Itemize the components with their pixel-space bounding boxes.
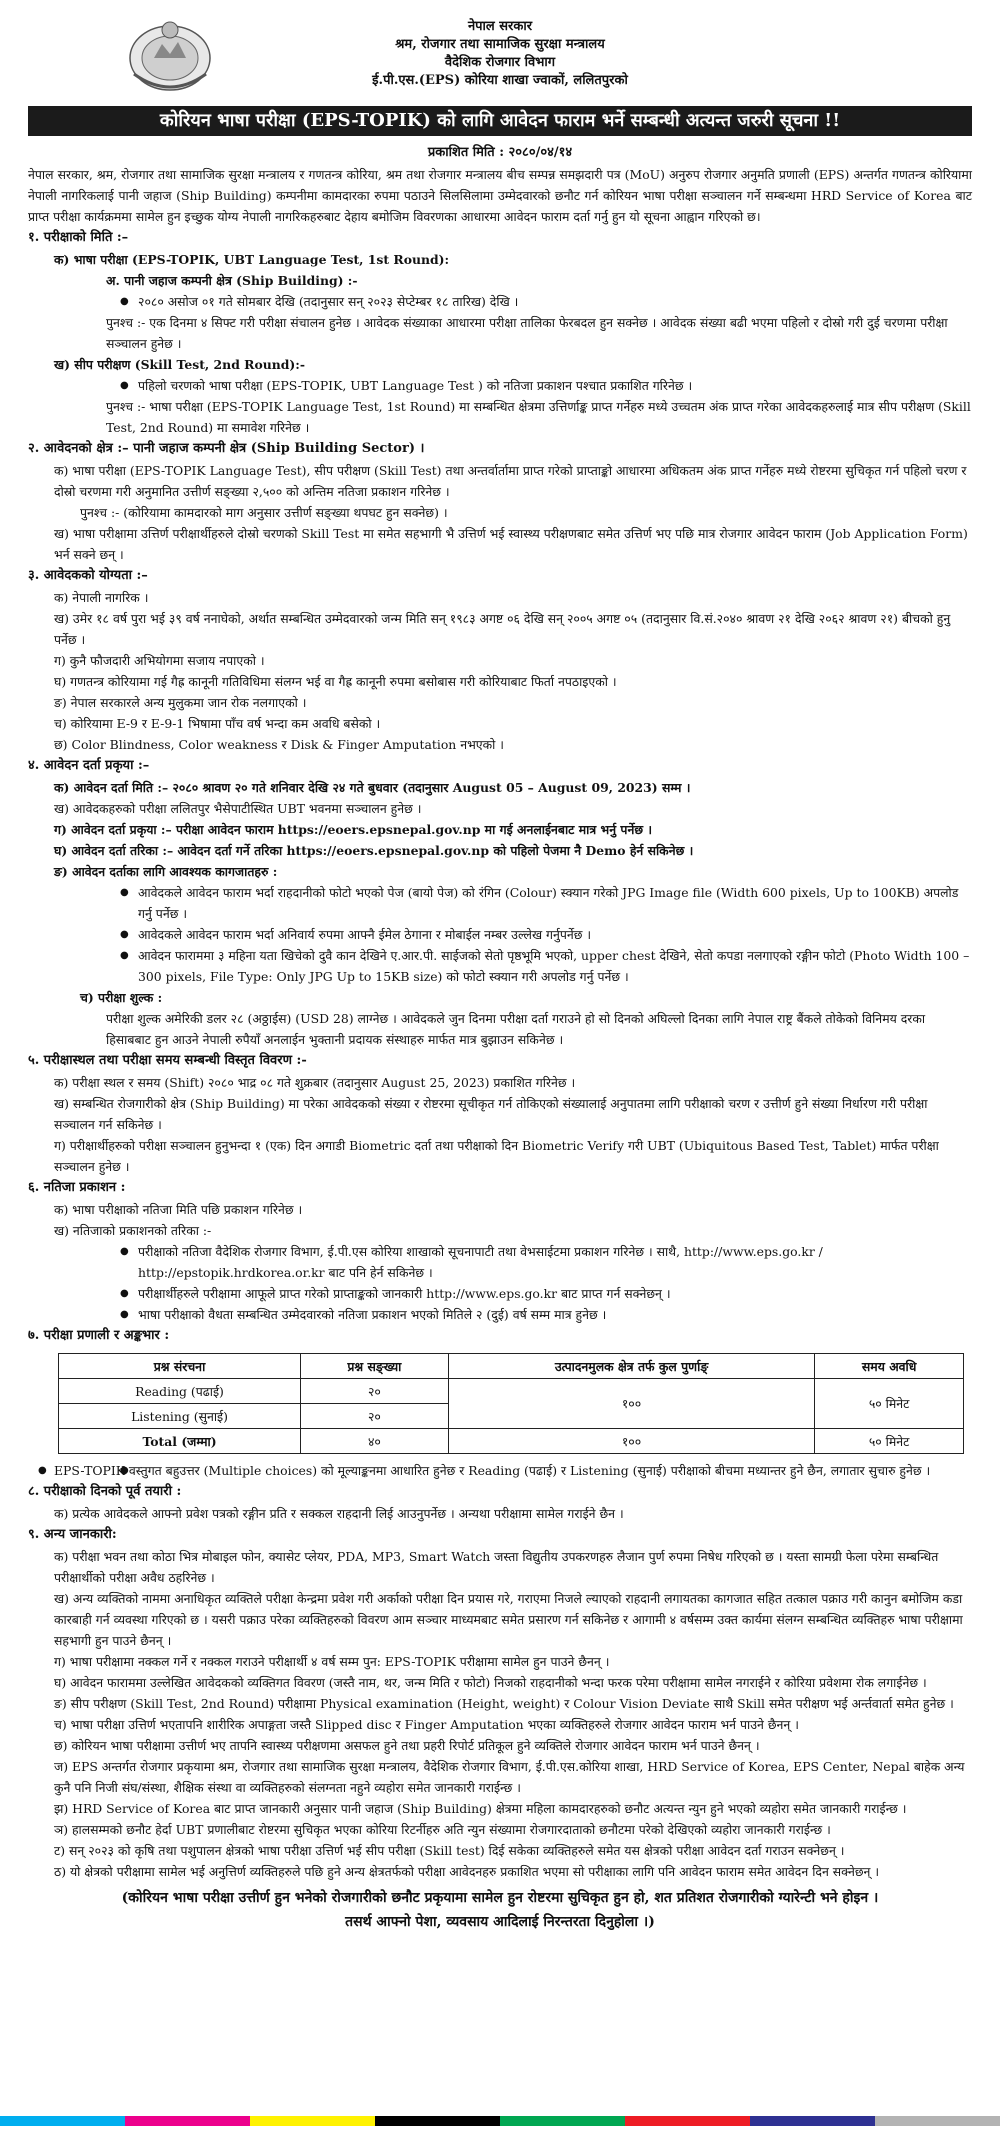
s5-kha: ख) सम्बन्धित रोजगारीको क्षेत्र (Ship Building) मा परेका आवेदकको संख्या र रोष्टरमा सूचीकृत गर्न तोकिएको संख्यालाई अनुपातमा लागि परीक्षाको चरण र उत्तीर्ण हुने संख्या निर्धारण गरी परीक्षा सञ्चालन गर्न सकिनेछ । (54, 1096, 928, 1132)
table-total-row (59, 1429, 964, 1454)
color-swatch (625, 2116, 750, 2126)
s4-doc-item: ● आवेदन फाराममा ३ महिना यता खिचेको दुवै कान देखिने ए.आर.पी. साईजको सेतो पृष्ठभूमि भएको, upper chest देखिने, सेतो कपडा नलगाएको रङ्गीन फोटो (Photo Width 100 – 300 pixels, File Type: Only JPG Up to 15KB size) को फोटो स्क्यान गरी अपलोड गर्नु पर्नेछ । (28, 945, 972, 987)
published-date: प्रकाशित मिति : २०८०/०४/१४ (427, 145, 573, 160)
th-count: प्रश्न सङ्ख्या (301, 1354, 449, 1379)
s9-item: घ) आवेदन फाराममा उल्लेखित आवेदकको व्यक्तिगत विवरण (जस्तै नाम, थर, जन्म मिति र फोटो) निजको राहदानीको भन्दा फरक परेमा परीक्षामा सामेल नगराईने र कोरिया प्रवेशमा रोक लगाईनेछ । (54, 1675, 927, 1690)
color-swatch (875, 2116, 1000, 2126)
s9-item: ग) भाषा परीक्षामा नक्कल गर्ने र नक्कल गराउने परीक्षार्थी ४ वर्ष सम्म पुन: EPS-TOPIK परीक्षामा सामेल हुन पाउने छैनन् । (54, 1654, 610, 1669)
header-lines (28, 18, 972, 90)
table-row (59, 1379, 964, 1404)
s9-item: झ) HRD Service of Korea बाट प्राप्त जानकारी अनुसार पानी जहाज (Ship Building) क्षेत्रमा महिला कामदारहरुको छनौट अत्यन्त न्युन हुने भएको व्यहोरा समेत जानकारी गराईन्छ । (54, 1801, 907, 1816)
color-swatch (0, 2116, 125, 2126)
color-swatch (375, 2116, 500, 2126)
closing-note (28, 1886, 972, 1934)
th-duration: समय अवधि (815, 1354, 964, 1379)
s9-item: ट) सन् २०२३ को कृषि तथा पशुपालन क्षेत्रको भाषा परीक्षा उत्तिर्ण भई सीप परीक्षा (Skill test) दिई सकेका व्यक्तिहरुले समेत यस क्षेत्रको परीक्षा आवेदन दर्ता गराउन सक्नेछन् । (54, 1843, 845, 1858)
section-8-title: ८. परीक्षाको दिनको पूर्व तयारी : (28, 1484, 182, 1499)
s8-ka: क) प्रत्येक आवेदकले आफ्नो प्रवेश पत्रको रङ्गीन प्रति र सक्कल राहदानी लिई आउनुपर्नेछ । अन्यथा परीक्षामा सामेल गराईने छैन । (54, 1506, 624, 1521)
header-line-1: नेपाल सरकार (467, 19, 533, 34)
s9-item: ज) EPS अन्तर्गत रोजगार प्रकृयामा श्रम, रोजगार तथा सामाजिक सुरक्षा मन्त्रालय, वैदेशिक रोजगार विभाग, ई.पी.एस.कोरिया शाखा, HRD Service of Korea, EPS Center, Nepal बाहेक अन्य कुनै पनि निजी संघ/संस्था, शैक्षिक संस्था वा व्यक्तिहरुको संलग्नता नहुने व्यहोरा समेत जानकारी गराईन्छ । (54, 1759, 965, 1795)
header-line-2: श्रम, रोजगार तथा सामाजिक सुरक्षा मन्त्रालय (395, 37, 605, 52)
s3-item: च) कोरियामा E-9 र E-9-1 भिषामा पाँच वर्ष भन्दा कम अवधि बसेको । (54, 716, 381, 731)
notice-page (28, 14, 972, 1934)
cell-count: २० (301, 1404, 449, 1429)
color-swatch (125, 2116, 250, 2126)
cell-structure: Listening (सुनाई) (59, 1404, 301, 1429)
s4-cha: च) परीक्षा शुल्क : (80, 990, 163, 1005)
s9-item: ठ) यो क्षेत्रको परीक्षामा सामेल भई अनुत्तिर्ण व्यक्तिहरुले पछि हुने अन्य क्षेत्रतर्फको परीक्षा आवेदनहरु प्रकाशित भएमा सो परीक्षाका लागि पनि आवेदन फाराम समेत आवेदन दिन सक्नेछन् । (54, 1864, 880, 1879)
bullet-icon: ● ● (38, 1465, 47, 1476)
s1-a: अ. पानी जहाज कम्पनी क्षेत्र (Ship Building) :- (106, 273, 358, 288)
s3-item: घ) गणतन्त्र कोरियामा गई गैह्र कानूनी गतिविधिमा संलग्न भई वा गैह्र कानूनी रुपमा बसोबास गरी कोरियाबाट फिर्ता नपठाइएको । (54, 674, 617, 689)
s9-item: क) परीक्षा भवन तथा कोठा भित्र मोबाइल फोन, क्यासेट प्लेयर, PDA, MP3, Smart Watch जस्ता विद्युतीय उपकरणहरु लैजान पुर्ण रुपमा निषेध गरिएको छ । यस्ता सामग्री फेला परेमा सम्बन्धित परीक्षार्थीको परीक्षा अवैध ठहरिनेछ । (54, 1549, 939, 1585)
s9-item: ख) अन्य व्यक्तिको नाममा अनाधिकृत व्यक्तिले परीक्षा केन्द्रमा प्रवेश गरी अर्काको परीक्षा दिन प्रयास गरे, गराएमा निजले ल्याएको राहदानी लगायतका कागजात सहित तत्काल पक्राउ गरी कानुन बमोजिम कडा कारबाही गर्न व्यवस्था गरिएको छ । यसरी पक्राउ परेका व्यक्तिहरुको विवरण आम सञ्चार माध्यमबाट समेत प्रसारण गर्न सकिनेछ र आगामी ४ वर्षसम्म उक्त कार्यमा संलग्न सम्बन्धित व्यक्तिहरु भाषा परीक्षामा सहभागी हुन पाउने छैनन् । (54, 1591, 963, 1648)
intro-paragraph: नेपाल सरकार, श्रम, रोजगार तथा सामाजिक सुरक्षा मन्त्रालय र गणतन्त्र कोरिया, श्रम तथा रोजगार मन्त्रालय बीच सम्पन्न समझदारी पत्र (MoU) अनुरुप रोजगार अनुमति प्रणाली (EPS) अन्तर्गत गणतन्त्र कोरियामा नेपाली नागरिकलाई पानी जहाज (Ship Building) कम्पनीमा कामदारका रुपमा पठाउने सिलसिलामा उम्मेदवारको छनौट गर्न कोरियन भाषा परीक्षा सञ्चालन गर्ने सम्बन्धमा HRD Service of Korea बाट प्राप्त परीक्षा कार्यक्रममा सामेल हुन इच्छुक योग्य नेपाली नागरिकहरुबाट देहाय बमोजिम विवरणका आधारमा आवेदन फाराम दर्ता गर्नु हुन यो सूचना आह्वान गरिएको छ। (28, 167, 972, 224)
s2-kha: ख) भाषा परीक्षामा उत्तिर्ण परीक्षार्थीहरुले दोस्रो चरणको Skill Test मा समेत सहभागी भै उत्तिर्ण भई स्वास्थ्य परीक्षणबाट समेत उत्तिर्ण भए पछि मात्र रोजगार आवेदन फाराम (Job Application Form) भर्न सक्ने छन् । (54, 526, 968, 562)
closing-line-2: तसर्थ आफ्नो पेशा, व्यवसाय आदिलाई निरन्तरता दिनुहोला ।) (345, 1914, 655, 1930)
s2-ka: क) भाषा परीक्षा (EPS-TOPIK Language Test), सीप परीक्षण (Skill Test) तथा अन्तर्वार्तामा प्राप्त गरेको प्राप्ताङ्को आधारमा अधिकतम अंक प्राप्त गर्नेहरु मध्ये रोष्टरमा सुचिकृत गर्न पहिलो चरण र दोस्रो चरणमा गरी अनुमानित उत्तीर्ण सङ्ख्या २,५०० को अन्तिम नतिजा प्रकाशन गरिनेछ । (54, 463, 967, 499)
header-line-4: ई.पी.एस.(EPS) कोरिया शाखा ज्वाकों, ललितपुरको (372, 73, 628, 88)
th-structure: प्रश्न संरचना (59, 1354, 301, 1379)
s4-ka: क) आवेदन दर्ता मिति :– २०८० श्रावण २० गते शनिवार देखि २४ गते बुधवार (तदानुसार August 05 – August 09, 2023) सम्म । (54, 780, 691, 795)
s3-item: ग) कुनै फौजदारी अभियोगमा सजाय नपाएको । (54, 653, 265, 668)
s3-item: क) नेपाली नागरिक । (54, 590, 149, 605)
s5-ga: ग) परीक्षार्थीहरुको परीक्षा सञ्चालन हुनुभन्दा १ (एक) दिन अगाडी Biometric दर्ता तथा परीक्षाको दिन Biometric Verify गरी UBT (Ubiquitous Based Test, Tablet) मार्फत परीक्षा सञ्चालन हुनेछ । (54, 1138, 939, 1174)
s9-item: ङ) सीप परीक्षण (Skill Test, 2nd Round) परीक्षामा Physical examination (Height, weight) र Colour Vision Deviate साथै Skill समेत परीक्षण भई अर्न्तवार्ता समेत हुनेछ । (54, 1696, 954, 1711)
notice-banner: कोरियन भाषा परीक्षा (EPS-TOPIK) को लागि आवेदन फाराम भर्ने सम्बन्धी अत्यन्त जरुरी सूचना !! (28, 106, 972, 136)
s5-ka: क) परीक्षा स्थल र समय (Shift) २०८० भाद्र ०८ गते शुक्रबार (तदानुसार August 25, 2023) प्रकाशित गरिनेछ । (54, 1075, 576, 1090)
cell-count: २० (301, 1379, 449, 1404)
s4-nga: ङ) आवेदन दर्ताका लागि आवश्यक कागजातहरु : (54, 864, 278, 879)
s3-item: ख) उमेर १८ वर्ष पुरा भई ३९ वर्ष ननाघेको, अर्थात सम्बन्धित उम्मेदवारको जन्म मिति सन् १९८३ अगष्ट ०६ देखि सन् २००५ अगष्ट ०५ (तदानुसार वि.सं.२०४० श्रावण २१ देखि २०६२ श्रावण २१) बीचको हुनु पर्नेछ । (54, 611, 951, 647)
table-header-row (59, 1354, 964, 1379)
s6-ka: क) भाषा परीक्षाको नतिजा मिति पछि प्रकाशन गरिनेछ । (54, 1202, 303, 1217)
section-4-title: ४. आवेदन दर्ता प्रकृया :– (28, 758, 150, 773)
cell-total-count: ४० (301, 1429, 449, 1454)
s9-item: ञ) हालसम्मको छनौट हेर्दा UBT प्रणालीबाट रोष्टरमा सुचिकृत भएका कोरिया रिटर्नीहरु अति न्युन संख्यामा रोजगारदाताको छनौटमा परेको देखिएको व्यहोरा जानकारी गराईन्छ । (54, 1822, 831, 1837)
s1-kha-bullet: ● पहिलो चरणको भाषा परीक्षा (EPS-TOPIK, UBT Language Test ) को नतिजा प्रकाशन पश्चात प्रकाशित गरिनेछ । (28, 375, 972, 396)
section-9-title: ९. अन्य जानकारी: (28, 1527, 117, 1542)
header (28, 14, 972, 106)
color-swatch (250, 2116, 375, 2126)
s6-item: ● परीक्षाको नतिजा वैदेशिक रोजगार विभाग, ई.पी.एस कोरिया शाखाको सूचनापाटी तथा वेभसाईटमा प्रकाशन गरिनेछ । साथै, http://www.eps.go.kr / http://epstopik.hrdkorea.or.kr बाट पनि हेर्न सकिनेछ । (28, 1241, 972, 1283)
section-5-title: ५. परीक्षास्थल तथा परीक्षा समय सम्बन्धी विस्तृत विवरण :- (28, 1053, 307, 1068)
s4-ga: ग) आवेदन दर्ता प्रकृया :– परीक्षा आवेदन फाराम https://eoers.epsnepal.gov.np मा गई अनलाईनबाट मात्र भर्नु पर्नेछ । (54, 822, 653, 837)
s1-kha: ख) सीप परीक्षण (Skill Test, 2nd Round):- (54, 357, 305, 372)
closing-line-1: (कोरियन भाषा परीक्षा उत्तीर्ण हुन भनेको रोजगारीको छनौट प्रकृयामा सामेल हुन रोष्टरमा सुचिकृत हुन हो, शत प्रतिशत रोजगारीको ग्यारेन्टी भने होइन । (121, 1890, 879, 1906)
cell-total-duration: ५० मिनेट (815, 1429, 964, 1454)
s3-item: छ) Color Blindness, Color weakness र Disk & Finger Amputation नभएको । (54, 737, 504, 752)
print-color-bar (0, 2116, 1000, 2126)
s9-item: छ) कोरियन भाषा परीक्षामा उत्तीर्ण भए तापनि स्वास्थ्य परीक्षणमा असफल हुने तथा प्रहरी रिपोर्ट प्रतिकूल हुने व्यक्तिले रोजगार आवेदन फाराम भर्न पाउने छैनन् । (54, 1738, 760, 1753)
s4-fee: परीक्षा शुल्क अमेरिकी डलर २८ (अठ्ठाईस) (USD 28) लाग्नेछ । आवेदकले जुन दिनमा परीक्षा दर्ता गराउने हो सो दिनको अघिल्लो दिनका लागि नेपाल राष्ट्र बैंकले तोकेको विनिमय दरका हिसाबबाट हुन आउने नेपाली रुपैयाँ अनलाईन भुक्तानी प्रदायक संस्थाहरु मार्फत मात्र बुझाउन सकिनेछ । (106, 1011, 926, 1047)
th-marks: उत्पादनमुलक क्षेत्र तर्फ कुल पुर्णाङ् (448, 1354, 815, 1379)
color-swatch (750, 2116, 875, 2126)
cell-total-marks: १०० (448, 1429, 815, 1454)
cell-total-structure: Total (जम्मा) (59, 1429, 301, 1454)
s4-doc-item: ● आवेदकले आवेदन फाराम भर्दा राहदानीको फोटो भएको पेज (बायो पेज) को रंगिन (Colour) स्क्यान गरेको JPG Image file (Width 600 pixels, Up to 100KB) अपलोड गर्नु पर्नेछ । (28, 882, 972, 924)
header-line-3: वैदेशिक रोजगार विभाग (444, 55, 556, 70)
s1-a-bullet: ● २०८० असोज ०१ गते सोमबार देखि (तदानुसार सन् २०२३ सेप्टेम्बर १८ तारिख) देखि । (28, 291, 972, 312)
s1-punashcha-2: पुनश्च :- भाषा परीक्षा (EPS-TOPIK Language Test, 1st Round) मा सम्बन्धित क्षेत्रमा उत्तिर्णाङ्क प्राप्त गर्नेहरु मध्ये उच्चतम अंक प्राप्त गरेका आवेदकहरुलाई मात्र सीप परीक्षण (Skill Test, 2nd Round) मा समावेश गरिनेछ । (106, 399, 971, 435)
color-swatch (500, 2116, 625, 2126)
s6-kha: ख) नतिजाको प्रकाशनको तरिका :- (54, 1223, 212, 1238)
s7-note (28, 1460, 972, 1481)
s1-ka: क) भाषा परीक्षा (EPS-TOPIK, UBT Language Test, 1st Round): (54, 252, 450, 267)
exam-system-table (58, 1353, 964, 1454)
s6-item: ● परीक्षार्थीहरुले परीक्षामा आफूले प्राप्त गरेको प्राप्ताङ्कको जानकारी http://www.eps.go.kr बाट प्राप्त गर्न सक्नेछन् । (28, 1283, 972, 1304)
section-7-title: ७. परीक्षा प्रणाली र अङ्कभार : (28, 1328, 170, 1343)
section-2-title: २. आवेदनको क्षेत्र :– पानी जहाज कम्पनी क्षेत्र (Ship Building Sector) । (28, 441, 425, 456)
cell-structure: Reading (पढाई) (59, 1379, 301, 1404)
section-1-title: १. परीक्षाको मिति :– (28, 230, 129, 245)
s7-note-text: EPS-TOPIK वस्तुगत बहुउत्तर (Multiple choices) को मूल्याङ्कनमा आधारित हुनेछ र Reading (पढाई) र Listening (सुनाई) परीक्षाको बीचमा मध्यान्तर हुने छैन, लगातार सुचारु हुनेछ । (54, 1463, 931, 1478)
s4-gha: घ) आवेदन दर्ता तरिका :– आवेदन दर्ता गर्ने तरिका https://eoers.epsnepal.gov.np को पहिलो पेजमा नै Demo हेर्न सकिनेछ । (54, 843, 694, 858)
s1-punashcha-1: पुनश्च :- एक दिनमा ४ सिफ्ट गरी परीक्षा संचालन हुनेछ । आवेदक संख्याका आधारमा परीक्षा तालिका फेरबदल हुन सक्नेछ । आवेदक संख्या बढी भएमा पहिलो र दोस्रो गरी दुई चरणमा परीक्षा सञ्चालन हुनेछ । (106, 315, 948, 351)
s4-doc-item: ● आवेदकले आवेदन फाराम भर्दा अनिवार्य रुपमा आफ्नै ईमेल ठेगाना र मोबाईल नम्बर उल्लेख गर्नुपर्नेछ । (28, 924, 972, 945)
section-6-title: ६. नतिजा प्रकाशन : (28, 1180, 126, 1195)
s4-kha: ख) आवेदकहरुको परीक्षा ललितपुर भैसेपाटीस्थित UBT भवनमा सञ्चालन हुनेछ । (54, 801, 422, 816)
s3-item: ङ) नेपाल सरकारले अन्य मुलुकमा जान रोक नलगाएको । (54, 695, 307, 710)
cell-duration: ५० मिनेट (815, 1379, 964, 1429)
s2-punashcha: पुनश्च :- (कोरियामा कामदारको माग अनुसार उत्तीर्ण सङ्ख्या थपघट हुन सक्नेछ) । (80, 505, 448, 520)
s9-item: च) भाषा परीक्षा उत्तिर्ण भएतापनि शारीरिक अपाङ्गता जस्तै Slipped disc र Finger Amputation भएका व्यक्तिहरुले रोजगार आवेदन फाराम भर्न पाउने छैनन् । (54, 1717, 799, 1732)
cell-marks: १०० (448, 1379, 815, 1429)
s6-item: ● भाषा परीक्षाको वैधता सम्बन्धित उम्मेदवारको नतिजा प्रकाशन भएको मितिले २ (दुई) वर्ष सम्म मात्र हुनेछ । (28, 1304, 972, 1325)
section-3-title: ३. आवेदकको योग्यता :– (28, 568, 148, 583)
